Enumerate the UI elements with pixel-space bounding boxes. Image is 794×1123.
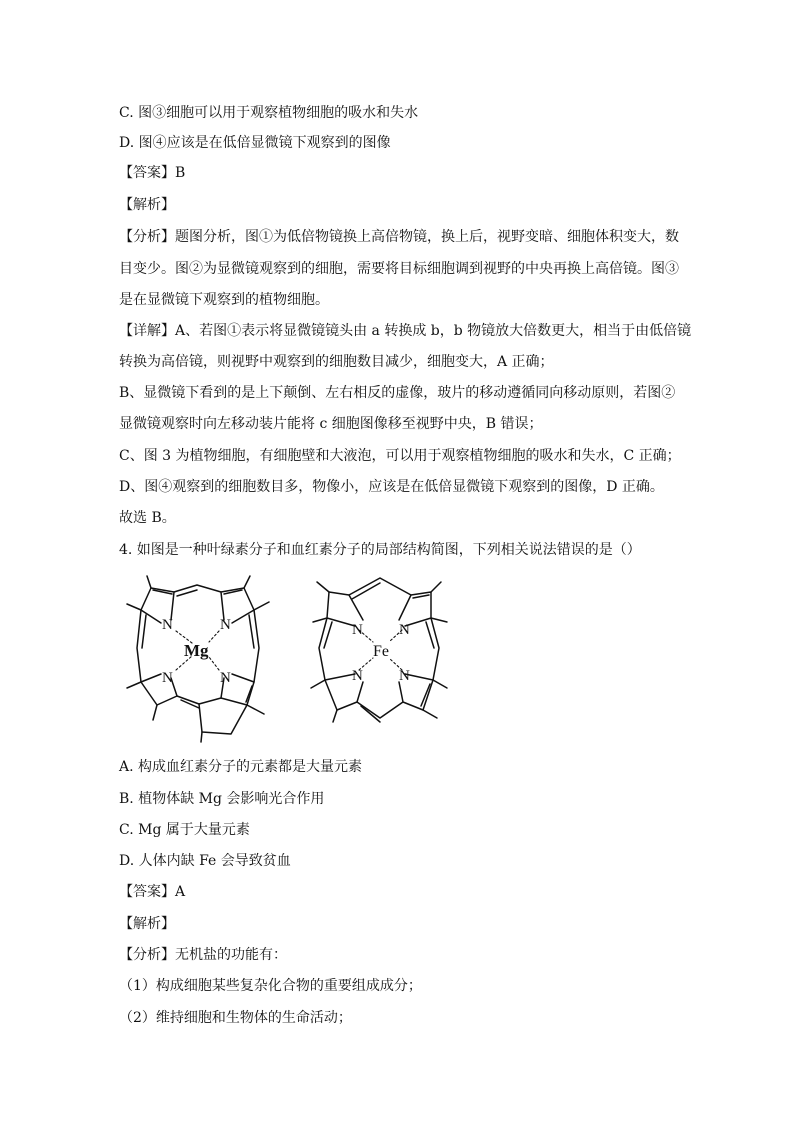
q4-option-a: A. 构成血红素分子的元素都是大量元素 (119, 759, 363, 775)
detail-line-5: C、图 3 为植物细胞，有细胞壁和大液泡，可以用于观察植物细胞的吸水和失水，C 正确； (119, 448, 681, 464)
chl-center-atom: Mg (184, 641, 209, 660)
heme-nitrogen-4: N (399, 668, 410, 684)
q4-analysis-point-2: （2）维持细胞和生物体的生命活动； (119, 1010, 352, 1026)
q4-answer-line: 【答案】A (119, 884, 186, 900)
detail-line-2: 转换为高倍镜，则视野中观察到的细胞数目减少，细胞变大，A 正确； (119, 354, 554, 370)
line-option-c: C. 图③细胞可以用于观察植物细胞的吸水和失水 (119, 105, 419, 121)
analysis-line-1: 【分析】题图分析，图①为低倍物镜换上高倍物镜，换上后，视野变暗、细胞体积变大，数 (119, 229, 679, 245)
porphyrin-structures-figure (119, 570, 479, 745)
chl-nitrogen-2: N (220, 617, 231, 633)
line-option-d: D. 图④应该是在低倍显微镜下观察到的图像 (119, 135, 391, 151)
detail-line-6: D、图④观察到的细胞数目多，物像小，应该是在低倍显微镜下观察到的图像，D 正确。 (119, 479, 664, 495)
detail-line-1: 【详解】A、若图①表示将显微镜镜头由 a 转换成 b，b 物镜放大倍数更大，相当于由低倍镜 (119, 323, 692, 339)
analysis-heading: 【解析】 (119, 197, 175, 213)
analysis-line-2: 目变少。图②为显微镜观察到的细胞，需要将目标细胞调到视野的中央再换上高倍镜。图③ (119, 261, 679, 277)
q4-option-c: C. Mg 属于大量元素 (119, 822, 250, 838)
q4-analysis-intro: 【分析】无机盐的功能有： (119, 947, 287, 963)
detail-line-4: 显微镜观察时向左移动装片能将 c 细胞图像移至视野中央，B 错误； (119, 416, 543, 432)
chl-nitrogen-4: N (220, 670, 231, 686)
porphyrin-structures-svg (119, 570, 479, 745)
heme-center-atom: Fe (373, 643, 389, 660)
question-4-stem: 4. 如图是一种叶绿素分子和血红素分子的局部结构简图，下列相关说法错误的是（） (119, 542, 641, 558)
q4-option-b: B. 植物体缺 Mg 会影响光合作用 (119, 791, 325, 807)
chl-nitrogen-3: N (162, 670, 173, 686)
analysis-line-3: 是在显微镜下观察到的植物细胞。 (119, 292, 329, 308)
heme-nitrogen-2: N (399, 622, 410, 638)
heme-nitrogen-1: N (352, 622, 363, 638)
q4-option-d: D. 人体内缺 Fe 会导致贫血 (119, 853, 291, 869)
chl-ring-cyclopentane (199, 704, 247, 734)
detail-line-3: B、显微镜下看到的是上下颠倒、左右相反的虚像，玻片的移动遵循同向移动原则，若图② (119, 385, 676, 401)
chl-nitrogen-1: N (162, 617, 173, 633)
answer-line: 【答案】B (119, 165, 186, 181)
conclusion-line: 故选 B。 (119, 510, 176, 526)
q4-analysis-point-1: （1）构成细胞某些复杂化合物的重要组成成分； (119, 978, 422, 994)
heme-nitrogen-3: N (352, 668, 363, 684)
q4-analysis-heading: 【解析】 (119, 916, 175, 932)
heme-ring-top-left (327, 592, 363, 626)
